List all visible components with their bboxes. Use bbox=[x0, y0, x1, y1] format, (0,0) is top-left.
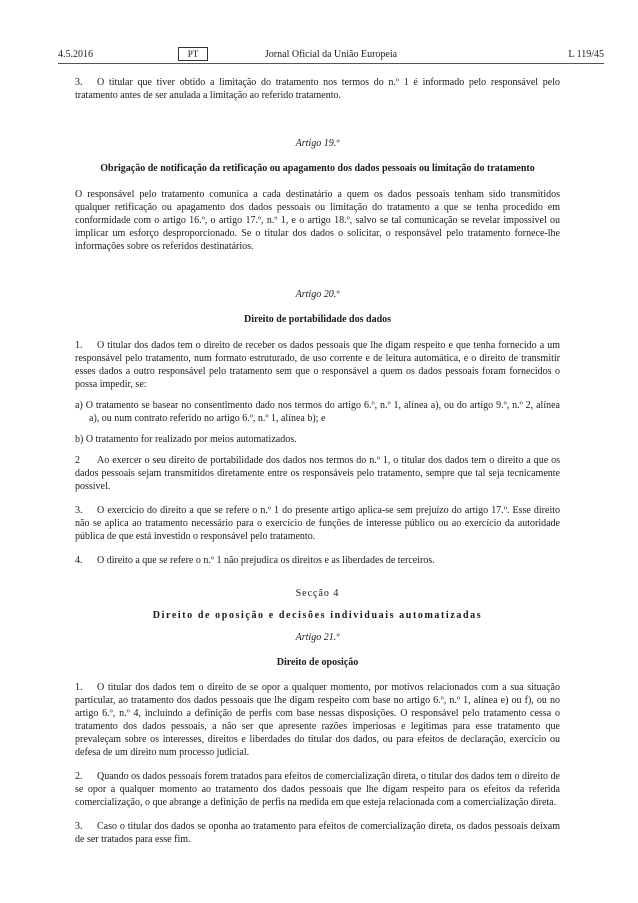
article-21-paragraph-2 bbox=[75, 770, 560, 809]
page-reference: L 119/45 bbox=[568, 49, 604, 60]
article-20-paragraph-1 bbox=[75, 339, 560, 391]
paragraph-text: O titular dos dados tem o direito de se opor a qualquer momento, por motivos relacionados com a sua situação particular, ao tratamento dos dados pessoais que lhe digam respeito com base no artigo 6.º, n.º 1, alínea e) ou f), ou no artigo 6.º, n.º 4, incluindo a definição de perfis com base nessas disposições. O responsável pelo tratamento cessa o tratamento dos dados pessoais, a não ser que apresente razões imperiosas e legítimas para esse tratamento que prevaleçam sobre os interesses, direitos e liberdades do titular dos dados, ou para efeitos de declaração, exercício ou defesa de um direito num processo judicial. bbox=[75, 682, 560, 758]
article-21-paragraph-3 bbox=[75, 820, 560, 846]
journal-title: Jornal Oficial da União Europeia bbox=[264, 49, 398, 60]
article-20-paragraph-4 bbox=[75, 554, 560, 567]
section-label: Secção 4 bbox=[295, 588, 340, 599]
paragraph-text: Caso o titular dos dados se oponha ao tratamento para efeitos de comercialização direta, os dados pessoais deixam de ser tratados para esse fim. bbox=[75, 821, 560, 845]
article-21-title: Direito de oposição bbox=[276, 657, 359, 668]
article-20-label: Artigo 20.º bbox=[295, 289, 340, 300]
article-21-paragraph-1 bbox=[75, 681, 560, 759]
document-body bbox=[75, 74, 560, 846]
paragraph-number: 4. bbox=[75, 555, 83, 566]
article-20-point-a: a) O tratamento se basear no consentimento dado nos termos do artigo 6.º, n.º 1, alínea a), ou do artigo 9.º, n.º 2, alínea a), ou num contrato referido no artigo 6.º, n.º 1, alínea b); e bbox=[75, 400, 560, 424]
paragraph-intro bbox=[75, 76, 560, 102]
paragraph-number: 1. bbox=[75, 340, 83, 351]
paragraph-text: Ao exercer o seu direito de portabilidade dos dados nos termos do n.º 1, o titular dos dados tem o direito a que os dados pessoais sejam transmitidos diretamente entre os responsáveis pelo tratamento, sempre que tal seja tecnicamente possível. bbox=[75, 455, 560, 492]
article-21-label: Artigo 21.º bbox=[295, 632, 340, 643]
paragraph-number: 2. bbox=[75, 771, 83, 782]
page-header bbox=[58, 47, 604, 63]
article-19-label: Artigo 19.º bbox=[295, 138, 340, 149]
paragraph-text: O direito a que se refere o n.º 1 não prejudica os direitos e as liberdades de terceiros. bbox=[97, 555, 435, 566]
section-title: Direito de oposição e decisões individuais automatizadas bbox=[152, 610, 483, 621]
header-divider bbox=[58, 63, 604, 64]
paragraph-text: O titular que tiver obtido a limitação do tratamento nos termos do n.º 1 é informado pelo responsável pelo tratamento antes de ser anulada a limitação ao referido tratamento. bbox=[75, 77, 560, 101]
paragraph-text: Quando os dados pessoais forem tratados para efeitos de comercialização direta, o titular dos dados tem o direito de se opor a qualquer momento ao tratamento dos dados pessoais que lhe digam respeito para os efeitos da referida comercialização, o que abrange a definição de perfis na medida em que esteja relacionada com a comercialização direta. bbox=[75, 771, 560, 808]
article-20-paragraph-2 bbox=[75, 454, 560, 493]
paragraph-text: O exercício do direito a que se refere o n.º 1 do presente artigo aplica-se sem prejuízo do artigo 17.º. Esse direito não se aplica ao tratamento necessário para o exercício de funções de interesse público ou ao exercício da autoridade pública de que está investido o responsável pelo tratamento. bbox=[75, 505, 560, 542]
paragraph-number: 2 bbox=[75, 455, 80, 466]
paragraph-text: O titular dos dados tem o direito de receber os dados pessoais que lhe digam respeito e que tenha fornecido a um responsável pelo tratamento, num formato estruturado, de uso corrente e de leitura automática, e o direito de transmitir esses dados a outro responsável pelo tratamento sem que o responsável a quem os dados pessoais foram fornecidos o possa impedir, se: bbox=[75, 340, 560, 390]
article-19-text: O responsável pelo tratamento comunica a cada destinatário a quem os dados pessoais tenham sido transmitidos qualquer retificação ou apagamento dos dados pessoais ou limitação do tratamento a que se tenha procedido em conformidade com o artigo 16.º, o artigo 17.º, n.º 1, e o artigo 18.º, salvo se tal comunicação se revelar impossível ou implicar um esforço desproporcionado. Se o titular dos dados o solicitar, o responsável pelo tratamento fornece-lhe informações sobre os referidos destinatários. bbox=[75, 189, 560, 252]
article-20-paragraph-3 bbox=[75, 504, 560, 543]
article-20-title: Direito de portabilidade dos dados bbox=[243, 314, 392, 325]
publication-date: 4.5.2016 bbox=[58, 49, 93, 60]
paragraph-number: 3. bbox=[75, 821, 83, 832]
paragraph-number: 3. bbox=[75, 77, 83, 88]
paragraph-number: 3. bbox=[75, 505, 83, 516]
language-badge: PT bbox=[178, 47, 208, 61]
paragraph-number: 1. bbox=[75, 682, 83, 693]
article-19-title: Obrigação de notificação da retificação ou apagamento dos dados pessoais ou limitação do tratamento bbox=[100, 163, 535, 174]
article-20-point-b: b) O tratamento for realizado por meios automatizados. bbox=[75, 434, 297, 445]
